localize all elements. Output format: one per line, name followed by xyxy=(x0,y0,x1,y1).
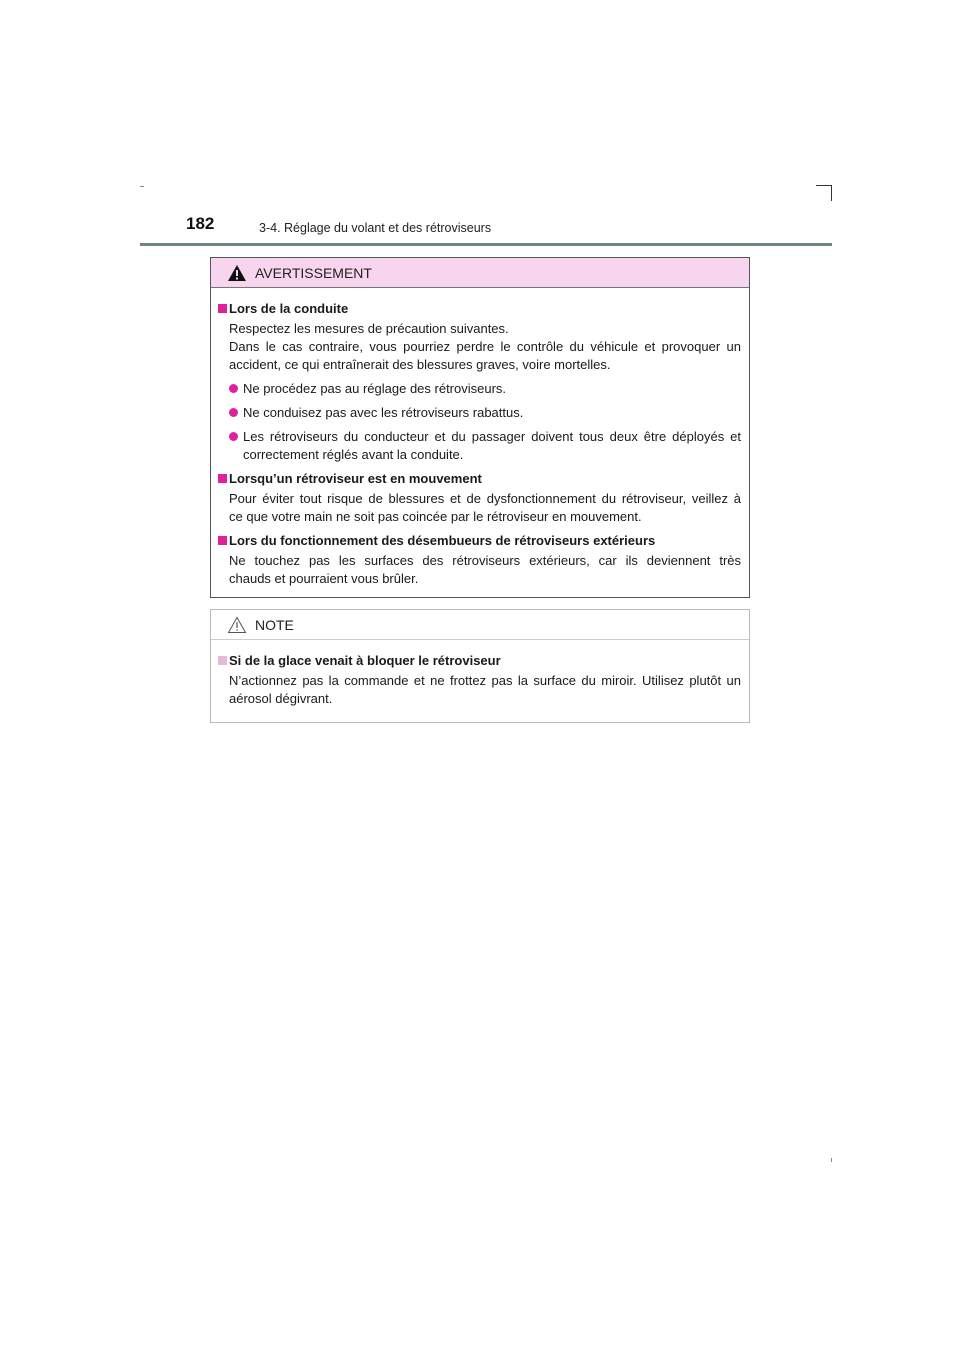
warning-moving-text-b: ce que votre main ne soit pas coincée par le rétroviseur en mouvement. xyxy=(229,509,642,524)
note-body xyxy=(211,640,749,708)
warning-heading-driving-text: Lors de la conduite xyxy=(229,301,349,316)
warning-defogger-text-a: Ne touchez pas les surfaces des rétroviseurs extérieurs, car ils deviennent très xyxy=(229,553,741,568)
round-bullet-icon xyxy=(229,408,238,417)
warning-triangle-icon xyxy=(227,264,247,282)
warning-heading-moving xyxy=(219,470,741,488)
warning-moving-text-a: Pour éviter tout risque de blessures et de dysfonctionnement du rétroviseur, veillez à xyxy=(229,491,741,506)
note-box xyxy=(210,609,750,723)
warning-defogger-text xyxy=(219,552,741,588)
warning-header xyxy=(211,258,749,288)
warning-driving-intro-2b: accident, ce qui entraînerait des blessures graves, voire mortelles. xyxy=(229,357,611,372)
warning-heading-defogger-text: Lors du fonctionnement des désembueurs de rétroviseurs extérieurs xyxy=(229,533,656,548)
warning-bullet-2 xyxy=(219,404,741,422)
warning-body xyxy=(211,288,749,588)
crop-mark-top-left xyxy=(140,186,144,187)
warning-heading-moving-text: Lorsqu’un rétroviseur est en mouvement xyxy=(229,471,482,486)
warning-moving-text xyxy=(219,490,741,526)
square-bullet-icon xyxy=(218,304,227,313)
warning-heading-defogger xyxy=(219,532,741,550)
crop-mark-top-right xyxy=(816,185,832,186)
caution-triangle-outline-icon xyxy=(227,616,247,634)
header-rule xyxy=(140,243,832,246)
warning-bullet-3 xyxy=(219,428,741,464)
note-header xyxy=(211,610,749,640)
warning-heading-driving xyxy=(219,300,741,318)
crop-mark-top-right-vertical xyxy=(831,185,832,201)
warning-driving-intro xyxy=(219,320,741,374)
warning-defogger-text-b: chauds et pourraient vous brûler. xyxy=(229,571,419,586)
note-text xyxy=(219,672,741,708)
square-bullet-icon xyxy=(218,474,227,483)
square-bullet-icon xyxy=(218,536,227,545)
warning-box xyxy=(210,257,750,598)
round-bullet-icon xyxy=(229,432,238,441)
crop-mark-bottom-right xyxy=(831,1158,832,1162)
warning-title: AVERTISSEMENT xyxy=(255,265,372,281)
warning-bullet-2-text: Ne conduisez pas avec les rétroviseurs rabattus. xyxy=(243,405,524,420)
page-number: 182 xyxy=(186,214,215,233)
note-title: NOTE xyxy=(255,617,294,633)
note-text-b: aérosol dégivrant. xyxy=(229,691,333,706)
warning-driving-intro-1: Respectez les mesures de précaution suivantes. xyxy=(229,321,509,336)
note-text-a: N’actionnez pas la commande et ne frottez pas la surface du miroir. Utilisez plutôt un xyxy=(229,673,741,688)
square-bullet-icon xyxy=(218,656,227,665)
warning-bullet-3a: Les rétroviseurs du conducteur et du passager doivent tous deux être déployés et xyxy=(243,429,741,444)
note-heading-text: Si de la glace venait à bloquer le rétroviseur xyxy=(229,653,501,668)
warning-bullet-3b: correctement réglés avant la conduite. xyxy=(243,447,464,462)
note-heading xyxy=(219,652,741,670)
warning-bullet-1 xyxy=(219,380,741,398)
round-bullet-icon xyxy=(229,384,238,393)
warning-bullet-1-text: Ne procédez pas au réglage des rétroviseurs. xyxy=(243,381,507,396)
section-title: 3-4. Réglage du volant et des rétroviseurs xyxy=(259,221,492,235)
warning-driving-intro-2a: Dans le cas contraire, vous pourriez perdre le contrôle du véhicule et provoquer un xyxy=(229,339,741,354)
